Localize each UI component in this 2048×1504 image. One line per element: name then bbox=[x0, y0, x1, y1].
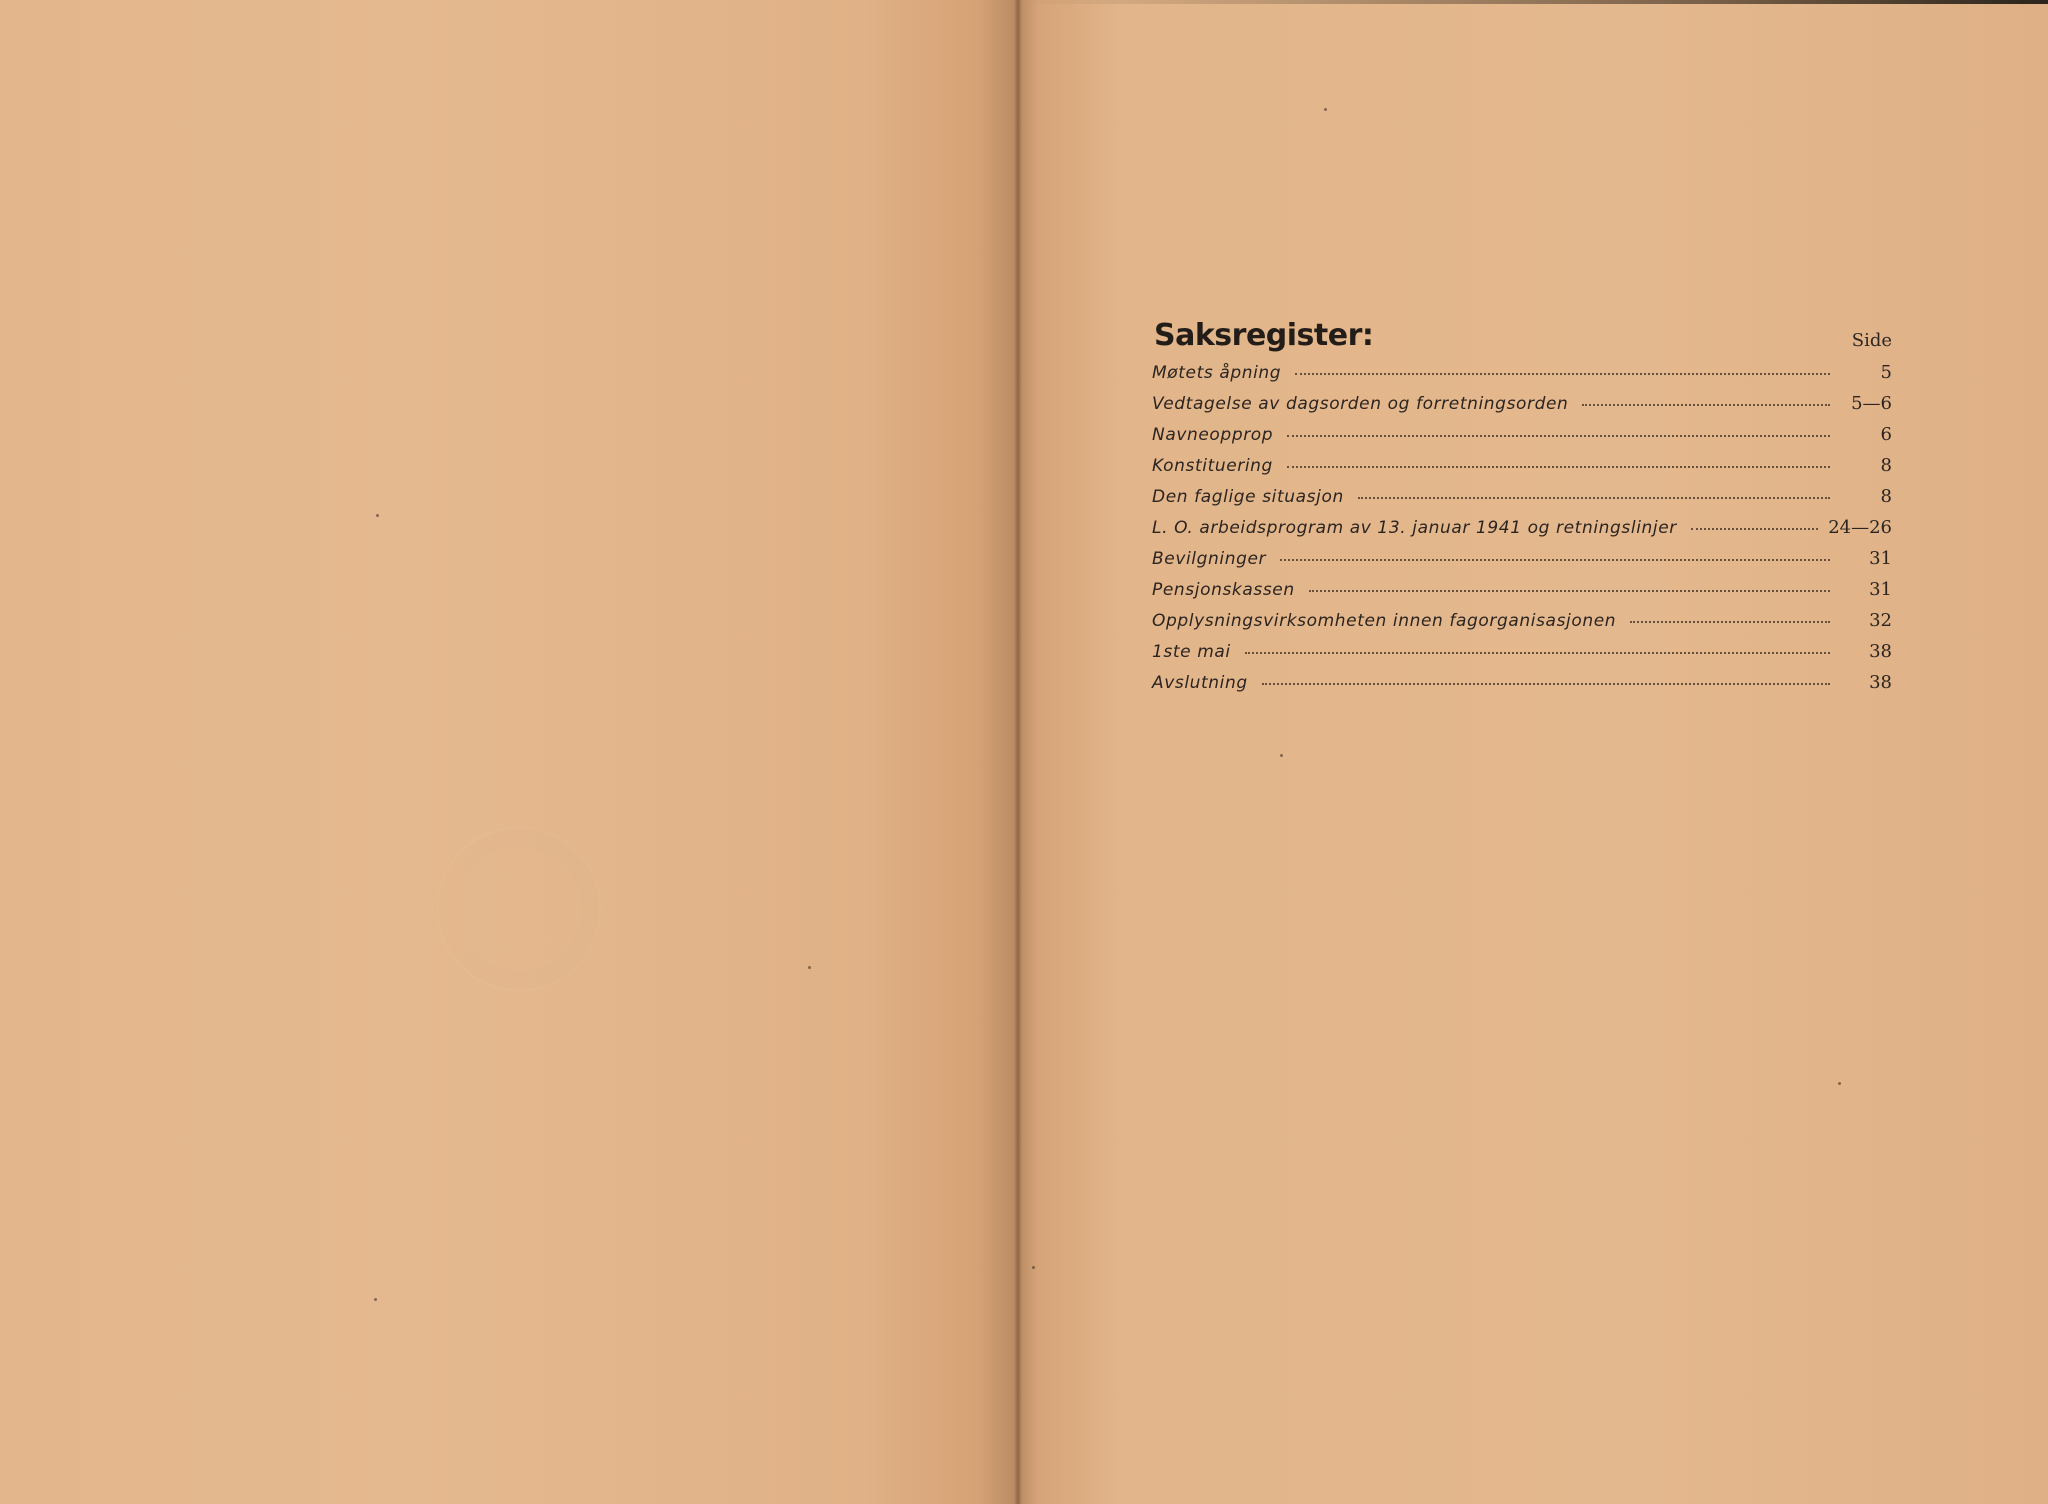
toc-entry bbox=[1152, 455, 1892, 486]
paper-speck bbox=[374, 1298, 377, 1301]
toc-leader-dots bbox=[1280, 558, 1830, 561]
toc-entry-label: Avslutning bbox=[1152, 673, 1248, 693]
toc-entry bbox=[1152, 393, 1892, 424]
toc-entry bbox=[1152, 362, 1892, 393]
toc-page-column-header: Side bbox=[1851, 330, 1892, 351]
toc-entry-label: Møtets åpning bbox=[1152, 363, 1282, 383]
paper-speck bbox=[1032, 1266, 1035, 1269]
toc-leader-dots bbox=[1309, 589, 1830, 592]
table-of-contents bbox=[1152, 318, 1892, 703]
faded-stamp-inner-ring bbox=[479, 869, 563, 953]
toc-entry-page: 5 bbox=[1880, 362, 1892, 383]
paper-speck bbox=[1838, 1082, 1841, 1085]
toc-entry-label: L. O. arbeidsprogram av 13. januar 1941 og retningslinjer bbox=[1152, 518, 1677, 538]
toc-entry-label: Pensjonskassen bbox=[1152, 580, 1295, 600]
toc-entry-label: Den faglige situasjon bbox=[1152, 487, 1344, 507]
toc-entry bbox=[1152, 579, 1892, 610]
toc-leader-dots bbox=[1295, 372, 1830, 375]
left-page bbox=[0, 0, 1018, 1504]
toc-leader-dots bbox=[1630, 620, 1830, 623]
paper-speck bbox=[376, 514, 379, 517]
toc-entry-page: 38 bbox=[1869, 672, 1892, 693]
toc-entry-page: 8 bbox=[1880, 455, 1892, 476]
toc-entry-page: 31 bbox=[1869, 579, 1892, 600]
toc-entry-page: 8 bbox=[1880, 486, 1892, 507]
toc-entry-label: Opplysningsvirksomheten innen fagorganisasjonen bbox=[1152, 611, 1617, 631]
toc-entry-label: 1ste mai bbox=[1152, 642, 1231, 662]
toc-leader-dots bbox=[1582, 403, 1830, 406]
toc-entry-page: 32 bbox=[1869, 610, 1892, 631]
paper-speck bbox=[808, 966, 811, 969]
toc-leader-dots bbox=[1262, 682, 1830, 685]
toc-leader-dots bbox=[1691, 527, 1818, 530]
toc-entry-page: 31 bbox=[1869, 548, 1892, 569]
book-gutter bbox=[1014, 0, 1022, 1504]
toc-entry bbox=[1152, 486, 1892, 517]
toc-title: Saksregister: bbox=[1154, 318, 1374, 353]
page-top-edge-shadow bbox=[1022, 0, 2048, 4]
toc-entry-page: 38 bbox=[1869, 641, 1892, 662]
toc-entry bbox=[1152, 517, 1892, 548]
toc-leader-dots bbox=[1245, 651, 1830, 654]
toc-list bbox=[1152, 362, 1892, 703]
toc-leader-dots bbox=[1358, 496, 1830, 499]
toc-header bbox=[1152, 318, 1892, 362]
toc-entry bbox=[1152, 548, 1892, 579]
toc-entry-label: Vedtagelse av dagsorden og forretningsorden bbox=[1152, 394, 1569, 414]
toc-leader-dots bbox=[1287, 465, 1830, 468]
toc-entry-page: 24—26 bbox=[1828, 517, 1892, 538]
paper-speck bbox=[1280, 754, 1283, 757]
toc-entry-label: Navneopprop bbox=[1152, 425, 1274, 445]
right-page bbox=[1018, 0, 2048, 1504]
toc-entry-page: 6 bbox=[1880, 424, 1892, 445]
faded-stamp-seal bbox=[436, 826, 602, 992]
toc-entry bbox=[1152, 641, 1892, 672]
toc-entry bbox=[1152, 672, 1892, 703]
toc-entry-page: 5—6 bbox=[1851, 393, 1892, 414]
toc-entry-label: Bevilgninger bbox=[1152, 549, 1267, 569]
toc-leader-dots bbox=[1287, 434, 1830, 437]
toc-entry bbox=[1152, 424, 1892, 455]
paper-speck bbox=[1324, 108, 1327, 111]
toc-entry bbox=[1152, 610, 1892, 641]
toc-entry-label: Konstituering bbox=[1152, 456, 1273, 476]
